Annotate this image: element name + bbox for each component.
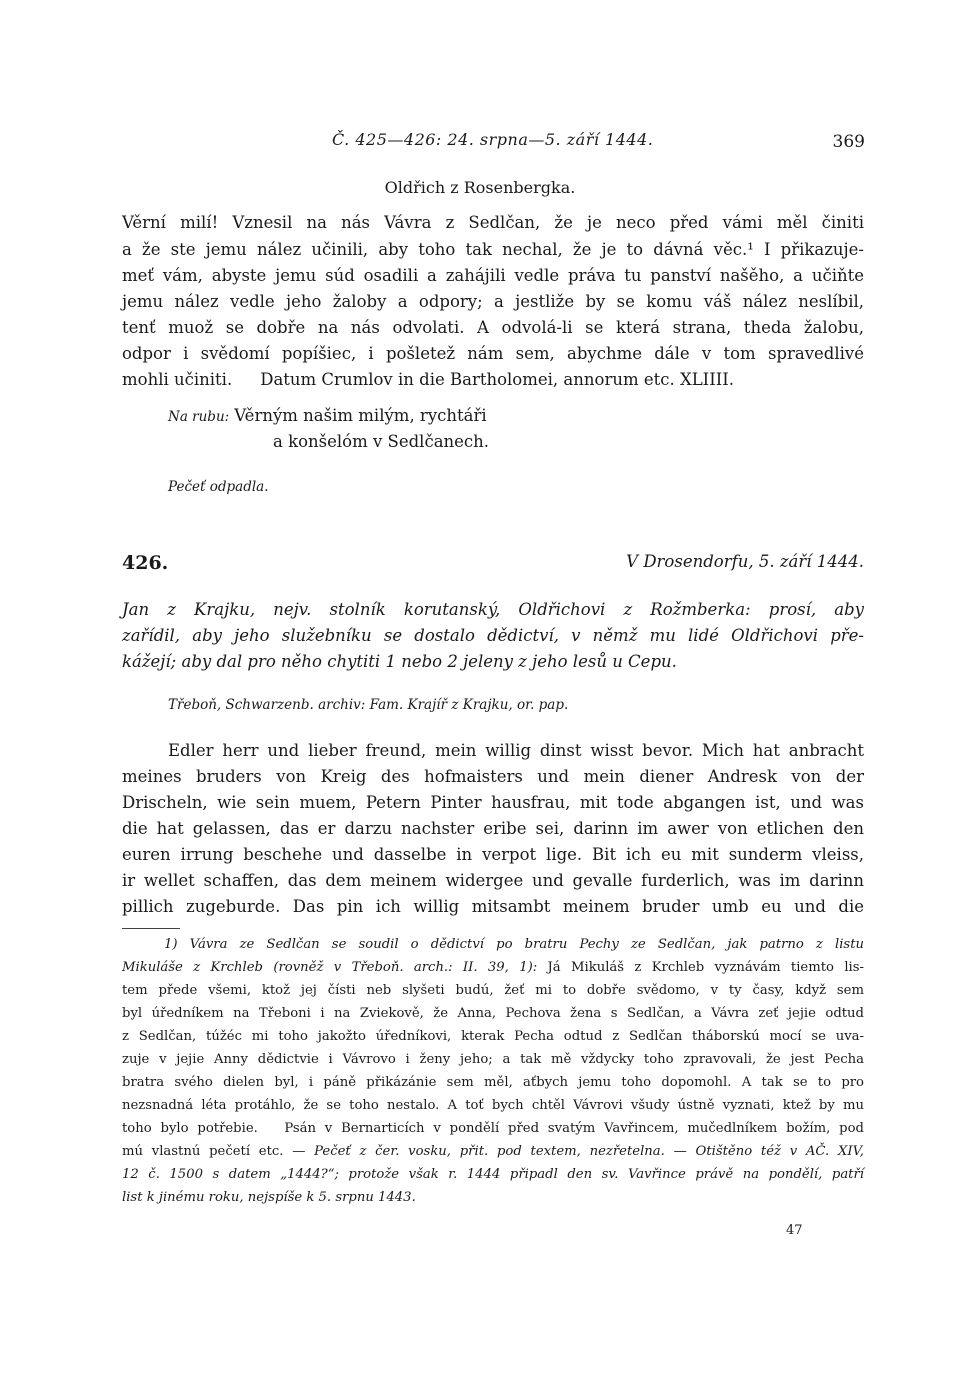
summary-line: zařídil, aby jeho služebníku se dostalo dědictví, v němž mu lidé Oldřichovi pře- [122,626,864,645]
text-line: jemu nález vedle jeho žaloby a odpory; a jestliže by se komu váš nález neslíbil, [122,292,864,311]
footnote-line: 12 č. 1500 s datem „1444?“; protože však r. 1444 připadl den sv. Vavřince právě na pondělí, patří [122,1167,864,1182]
place-date: V Drosendorfu, 5. září 1444. [626,552,864,571]
summary-line: Jan z Krajku, nejv. stolník korutanský, Oldřichovi z Rožmberka: prosí, aby [122,600,864,619]
address-block [168,406,487,425]
text-line: pillich zugeburde. Das pin ich willig mitsambt meinem bruder umb eu und die [122,897,864,916]
page-number: 369 [832,132,865,152]
letter-sender: Oldřich z Rosenbergka. [384,178,576,197]
text-line: meť vám, abyste jemu súd osadili a zahájili vedle práva tu panství našěho, a učiňte [122,266,864,285]
footnote-text: Já Mikuláš z Krchleb vyznávám tiemto lis- [537,960,864,975]
page-header [120,130,865,156]
footnote-line: list k jinému roku, nejspíše k 5. srpnu 1443. [122,1190,416,1205]
address-line: Věrným našim milým, rychtáři [234,406,487,425]
footnote-line: 1) Vávra ze Sedlčan se soudil o dědictví po bratru Pechy ze Sedlčan, jak patrno z listu [164,937,864,952]
footnote-line: z Sedlčan, túžéc mi toho jakožto úředníkovi, kterak Pecha odtud z Sedlčan tháborskú mocí se uva- [122,1029,864,1044]
footnote-line: toho bylo potřebie. Psán v Bernarticích v pondělí před svatým Vavřincem, mučedlníkem božím, pod [122,1121,864,1136]
footnote-line: zuje v jejie Anny dědictvie i Vávrovo i ženy jeho; a tak mě vždycky toho zpravovali, že jest Pecha [122,1052,864,1067]
text-line: euren irrung beschehe und dasselbe in verpot lige. Bit ich eu mit sunderm vleiss, [122,845,864,864]
text-line: ir wellet schaffen, das dem meinem widergee und gevalle furderlich, was im darinn [122,871,864,890]
text-line: Drischeln, wie sein muem, Petern Pinter hausfrau, mit tode abgangen ist, und was [122,793,864,812]
archive-source: Třeboň, Schwarzenb. archiv: Fam. Krajíř z Krajku, or. pap. [168,697,569,713]
signature-mark: 47 [786,1223,803,1238]
text-line: odpor i svědomí popíšiec, i pošletež nám sem, abychme dále v tom spravedlivé [122,344,864,363]
document-number: 426. [122,552,169,574]
dating-clause: Datum Crumlov in die Bartholomei, annorum etc. XLIIII. [260,370,734,389]
footnote-line: nezsnadná léta protáhlo, že se toho nestalo. A toť bych chtěl Vávrovi všudy ústně vyznati, ktež by mu [122,1098,864,1113]
footnote-line: tem přede všemi, ktož jej čísti neb slyšeti budú, žeť mi to dobře svědomo, v ty časy, když sem [122,983,864,998]
rubu-label: Na rubu: [168,409,230,425]
footnote-note: Pečeť z čer. vosku, přit. pod textem, nezřetelna. — Otištěno též v AČ. XIV, [314,1144,864,1159]
summary-line: kážejí; aby dal pro něho chytiti 1 nebo 2 jeleny z jeho lesů u Cepu. [122,652,677,671]
text-line: Věrní milí! Vznesil na nás Vávra z Sedlčan, že je neco před vámi měl činiti [122,213,864,232]
footnote-line [122,1144,864,1159]
text-line: Edler herr und lieber freund, mein willig dinst wisst bevor. Mich hat anbracht [168,741,864,760]
footnote-rule [122,928,180,929]
last-line-text: mohli učiniti. [122,370,233,389]
text-line: meines bruders von Kreig des hofmaisters und mein diener Andresk von der [122,767,864,786]
text-line: die hat gelassen, das er darzu nachster eribe sei, darinn im awer von etlichen den [122,819,864,838]
footnote-source: Mikuláše z Krchleb (rovněž v Třeboň. arch.: II. 39, 1): [122,960,538,975]
footnote-line: bratra svého dielen byl, i páně přikázánie sem měl, aťbych jemu toho dopomohl. A tak se to pro [122,1075,864,1090]
text-line: a že ste jemu nález učinili, aby toho tak nechal, že je to dávná věc.¹ I přikazuje- [122,240,864,259]
seal-note: Pečeť odpadla. [168,479,269,495]
running-head: Č. 425—426: 24. srpna—5. září 1444. [332,130,654,149]
footnote-line [122,960,864,975]
footnote-text: mú vlastnú pečetí etc. — [122,1144,315,1159]
text-line-last [122,370,734,389]
text-line: tenť muož se dobře na nás odvolati. A odvolá-li se která strana, theda žalobu, [122,318,864,337]
address-line: a konšelóm v Sedlčanech. [273,432,490,451]
footnote-line: byl úředníkem na Třeboni i na Zviekově, že Anna, Pechova žena s Sedlčan, a Vávra zeť jejie odtud [122,1006,864,1021]
